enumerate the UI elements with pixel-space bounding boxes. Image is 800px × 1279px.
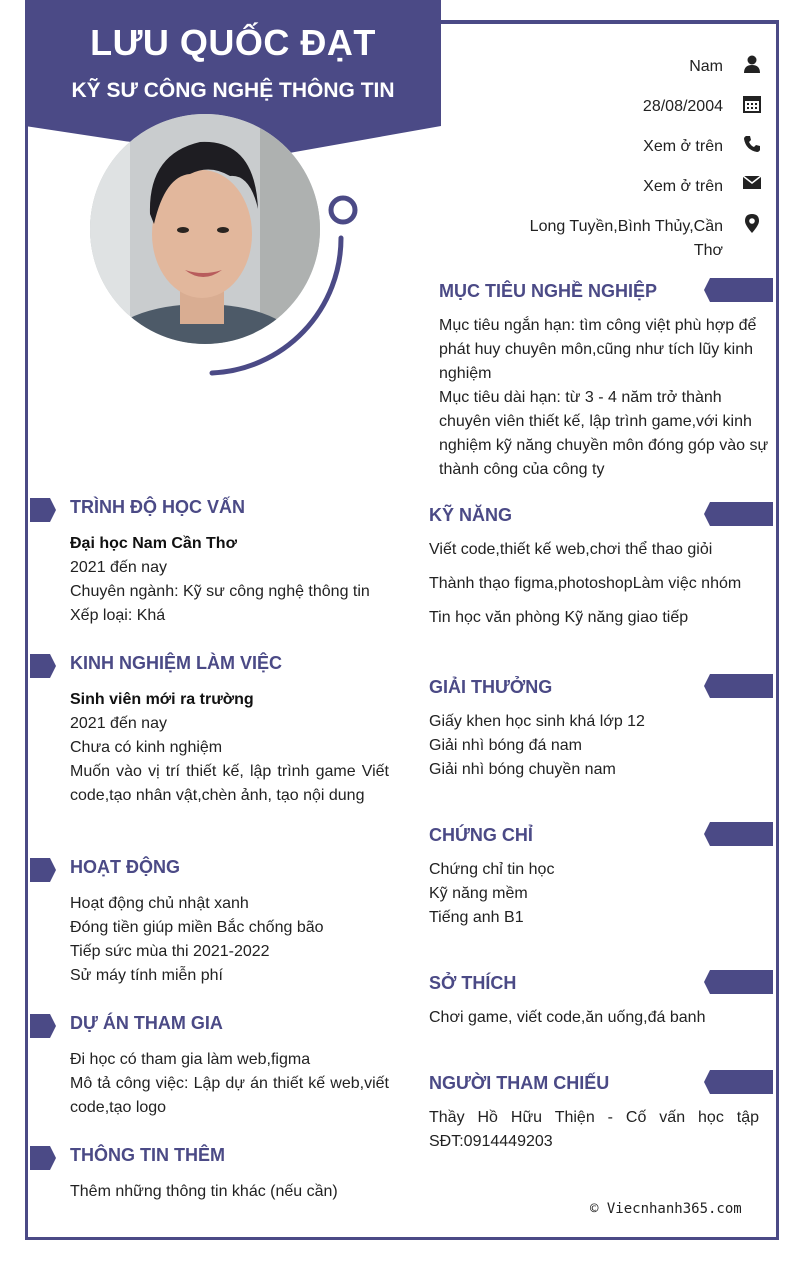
list-item: Giải nhì bóng chuyền nam xyxy=(429,761,616,778)
experience-line1: Chưa có kinh nghiệm xyxy=(70,739,223,756)
experience-heading: KINH NGHIỆM LÀM VIỆC xyxy=(70,653,283,673)
more-info-text: Thêm những thông tin khác (nếu cần) xyxy=(70,1183,338,1200)
list-item: Tiếng anh B1 xyxy=(429,909,524,926)
location-pin-icon xyxy=(742,213,762,233)
objective-heading: MỤC TIÊU NGHỀ NGHIỆP xyxy=(439,281,658,301)
email-text: Xem ở trên xyxy=(643,178,723,195)
hobbies-heading: SỞ THÍCH xyxy=(429,973,517,993)
experience-block xyxy=(70,688,389,808)
section-marker xyxy=(704,502,773,526)
hobbies-text: Chơi game, viết code,ăn uống,đá banh xyxy=(429,1009,706,1026)
address-line1: Long Tuyền,Bình Thủy,Cần xyxy=(529,218,723,235)
objective-long: Mục tiêu dài hạn: từ 3 - 4 năm trở thành chuyên viên thiết kế, lập trình game,với kinh nghiệm kỹ năng chuyền môn đóng góp vào sự thành công của công ty xyxy=(439,389,769,478)
activities-heading: HOẠT ĐỘNG xyxy=(70,857,180,877)
awards-heading: GIẢI THƯỞNG xyxy=(429,677,553,697)
candidate-title: KỸ SƯ CÔNG NGHỆ THÔNG TIN xyxy=(71,79,395,102)
list-item: Thành thạo figma,photoshopLàm việc nhóm xyxy=(429,575,742,592)
education-heading: TRÌNH ĐỘ HỌC VẤN xyxy=(70,497,245,517)
objective-short: Mục tiêu ngắn hạn: tìm công việt phù hợp để phát huy chuyên môn,cũng như tích lũy kinh nghiệm xyxy=(439,317,757,382)
list-item: Hoạt động chủ nhật xanh xyxy=(70,895,249,912)
section-marker xyxy=(704,278,773,302)
list-item: Sử máy tính miễn phí xyxy=(70,967,223,984)
gender-text: Nam xyxy=(689,58,723,75)
section-marker xyxy=(704,822,773,846)
phone-text: Xem ở trên xyxy=(643,138,723,155)
skills-list xyxy=(429,538,749,630)
certificates-list xyxy=(429,858,759,930)
person-icon xyxy=(742,54,762,74)
awards-list xyxy=(429,710,759,782)
list-item: Đóng tiền giúp miền Bắc chống bão xyxy=(70,919,324,936)
education-major: Chuyên ngành: Kỹ sư công nghệ thông tin xyxy=(70,583,370,600)
experience-line2: Muốn vào vị trí thiết kế, lập trình game Viết code,tạo nhân vật,chèn ảnh, tạo nội dung xyxy=(70,763,389,804)
section-marker xyxy=(30,858,56,882)
objective-block xyxy=(439,314,769,482)
birthdate-text: 28/08/2004 xyxy=(642,98,723,115)
mail-icon xyxy=(742,172,762,192)
address-line2: Thơ xyxy=(693,242,723,259)
list-item: Chứng chỉ tin học xyxy=(429,861,555,878)
section-marker xyxy=(30,1146,56,1170)
calendar-icon xyxy=(742,94,762,114)
school-name: Đại học Nam Cần Thơ xyxy=(70,535,237,552)
education-rank: Xếp loại: Khá xyxy=(70,607,166,624)
certificates-heading: CHỨNG CHỈ xyxy=(429,825,533,845)
section-marker xyxy=(704,674,773,698)
list-item: Tin học văn phòng Kỹ năng giao tiếp xyxy=(429,609,689,626)
footer-copyright: © Viecnhanh365.com xyxy=(590,1201,742,1217)
education-period: 2021 đến nay xyxy=(70,559,167,576)
phone-icon xyxy=(742,134,762,154)
reference-heading: NGƯỜI THAM CHIẾU xyxy=(429,1073,610,1093)
projects-line2: Mô tả công việc: Lập dự án thiết kế web,viết code,tạo logo xyxy=(70,1075,389,1116)
education-block xyxy=(70,532,400,628)
reference-text: Thầy Hồ Hữu Thiện - Cố vấn học tập SĐT:0914449203 xyxy=(429,1109,759,1150)
projects-heading: DỰ ÁN THAM GIA xyxy=(70,1013,223,1033)
experience-role: Sinh viên mới ra trường xyxy=(70,691,254,708)
projects-block xyxy=(70,1048,389,1120)
skills-heading: KỸ NĂNG xyxy=(429,505,513,525)
projects-line1: Đi học có tham gia làm web,figma xyxy=(70,1051,311,1068)
list-item: Giải nhì bóng đá nam xyxy=(429,737,582,754)
list-item: Giấy khen học sinh khá lớp 12 xyxy=(429,713,645,730)
list-item: Kỹ năng mềm xyxy=(429,885,528,902)
more-info-heading: THÔNG TIN THÊM xyxy=(70,1145,225,1165)
section-marker xyxy=(704,970,773,994)
experience-period: 2021 đến nay xyxy=(70,715,167,732)
section-marker xyxy=(30,498,56,522)
candidate-name: LƯU QUỐC ĐẠT xyxy=(90,22,376,63)
list-item: Tiếp sức mùa thi 2021-2022 xyxy=(70,943,270,960)
section-marker xyxy=(30,654,56,678)
section-marker xyxy=(30,1014,56,1038)
section-marker xyxy=(704,1070,773,1094)
list-item: Viết code,thiết kế web,chơi thể thao giỏi xyxy=(429,541,713,558)
activities-list xyxy=(70,892,400,988)
